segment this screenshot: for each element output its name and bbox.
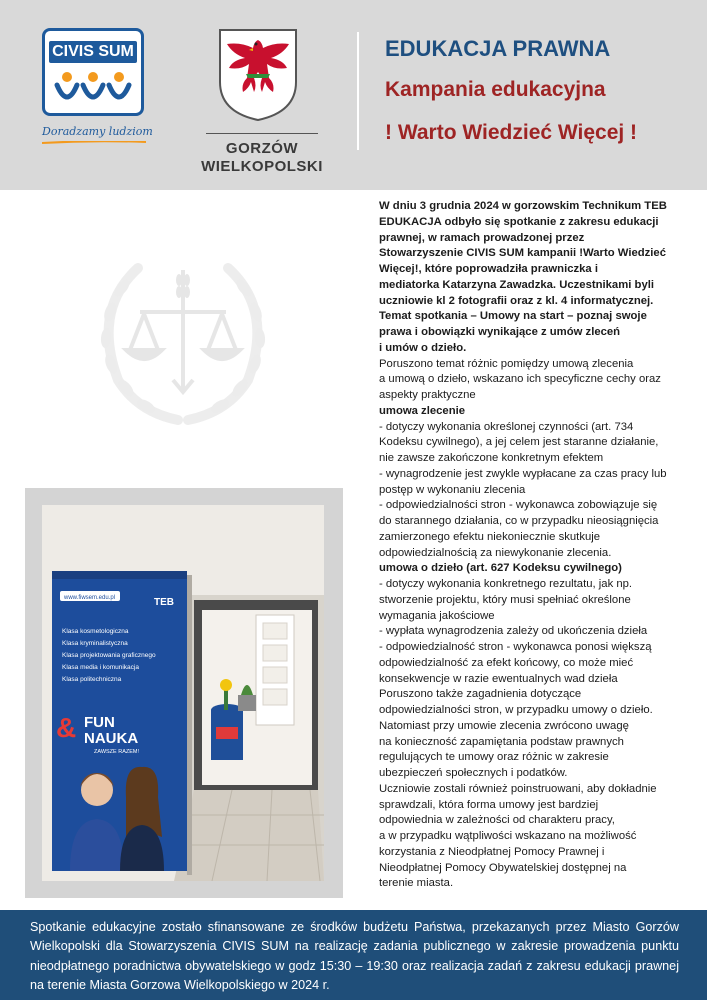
zlecenie-list [379,420,691,562]
article-line: Więcej!, które poprowadziła prawniczka i [379,263,598,275]
article-line: Stowarzyszenie CIVIS SUM kampanii !Warto Wiedzieć [379,247,666,260]
article-line: wymagania jakościowe [379,609,495,622]
article-line: Kodeksu cywilnego), a jej celem jest staranne działanie, [379,436,659,449]
event-photo-illustration [42,505,324,881]
header-divider [357,32,359,150]
article-line: korzystania z Nieodpłatnej Pomocy Prawnej i [379,845,605,858]
event-photo [42,505,324,881]
article-line: i umów o dzieło. [379,341,467,354]
article-line: nie zawsze zakończone konkretnym efektem [379,452,604,464]
article-line: - wypłata wynagrodzenia zależy od ukończenia dzieła [379,625,648,638]
article-line: - odpowiedzialność stron - wykonawca ponosi większą [379,641,652,653]
article-line: terenie miasta. [379,877,454,890]
svg-text:&: & [56,712,77,743]
heading-kampania: Kampania edukacyjna [385,78,606,101]
article-line: uczniowie kl 2 fotografii oraz z kl. 4 informatycznej. [379,294,654,307]
article-line: Natomiast przy umowie zlecenia zwrócono uwagę [379,719,629,732]
article-line: EDUKACJA odbyło się spotkanie z zakresu edukacji [379,215,659,228]
article-line: - dotyczy wykonania określonej czynności (art. 734 [379,420,634,433]
heading-edukacja-prawna: EDUKACJA PRAWNA [385,36,611,61]
city-name-line-1: GORZÓW [225,140,299,157]
article-line: odpowiedzialności stron, w przypadku umowy o dzieło. [379,704,653,716]
article-text [379,199,691,892]
banner-item: Klasa kryminalistyczna [62,640,128,647]
article-line: Uczniowie zostali również poinstruowani, aby dokładnie [379,782,657,795]
article-line: regulujących te umowy oraz różnic w zakresie [379,751,609,764]
article-line: postęp w wykonaniu zlecenia [379,483,526,496]
article-body-1 [379,357,691,404]
article-line: sprawdzali, która forma umowy jest bardziej [379,798,599,811]
article-line: do starannego działania, co w przypadku nieosiągnięcia [379,515,659,527]
heading-warto-wiedziec: ! Warto Wiedzieć Więcej ! [385,121,638,144]
article-line: odpowiedzialność za efekt końcowy, co może mieć [379,656,634,669]
article-line: W dniu 3 grudnia 2024 w gorzowskim Technikum TEB [379,200,667,212]
article-line: na konieczność zapamiętania podstaw prawnych [379,735,624,748]
article-line: aspekty praktyczne [379,389,476,401]
dzielo-list [379,577,691,892]
city-name-rule [206,133,318,134]
banner-url: www.fiwsem.edu.pl [64,595,116,601]
article-line: Poruszono temat różnic pomiędzy umową zlecenia [379,357,634,370]
civis-sum-logo [42,28,144,116]
article-line: mediatorka Katarzyna Zawadzka. Uczestnikami byli [379,278,654,291]
civis-sum-logo-text: CIVIS SUM [49,41,137,63]
banner-brand: TEB [154,597,174,608]
banner-item: Klasa media i komunikacja [62,664,139,671]
tagline-underline [42,141,146,144]
justice-scales-watermark-icon [78,240,288,430]
article-line: prawa i obowiązki wynikające z umów zleceń [379,326,621,338]
article-line: Poruszono także zagadnienia dotyczące [379,688,582,701]
city-name-line-2: WIELKOPOLSKI [201,158,323,175]
header-banner [0,0,707,190]
article-line: a w przypadku wątpliwości wskazano na możliwość [379,830,637,842]
city-crest-eagle-icon [216,26,300,122]
banner-item: Klasa kosmetologiczna [62,628,129,635]
people-icon [45,69,141,113]
article-line: zamierzonego efektu niekoniecznie skutkuje [379,530,601,543]
heading-umowa-zlecenie: umowa zlecenie [379,404,466,417]
article-intro [379,199,691,357]
funding-footer: Spotkanie edukacyjne zostało sfinansowane ze środków budżetu Państwa, przekazanych przez Miasto Gorzów Wielkopolski dla Stowarzyszenia CIVIS SUM na realizację zadania publicznego w zakresie prowadzenia punktu nieodpłatnego poradnictwa obywatelskiego w godz 15:30 – 19:30 oraz realizacja zadań z zakresu edukacji prawnej na terenie Miasta Gorzowa Wielkopolskiego w 2024 r. [0,910,707,1000]
article-line: - odpowiedzialności stron - wykonawca zobowiązuje się [379,499,658,512]
article-line: ubezpieczeń społecznych i podatków. [379,767,568,779]
article-line: Nieodpłatnej Pomocy Obywatelskiej dostępnej na [379,861,627,874]
banner-slogan-fun: FUN [84,714,115,731]
article-line: konsekwencje w razie ewentualnych wad dzieła [379,672,618,685]
article-line: stworzenie projektu, który musi spełniać określone [379,593,631,606]
city-name [190,140,334,176]
article-line: - wynagrodzenie jest zwykle wypłacane za czas pracy lub [379,467,667,480]
article-line: a umową o dzieło, wskazano ich specyficzne cechy oraz [379,373,661,386]
banner-item: Klasa politechniczna [62,676,122,683]
heading-umowa-o-dzielo: umowa o dzieło (art. 627 Kodeksu cywilnego) [379,562,622,575]
banner-slogan-sub: ZAWSZE RAZEM! [94,749,140,755]
article-line: - dotyczy wykonania konkretnego rezultatu, jak np. [379,578,633,590]
civis-sum-tagline: Doradzamy ludziom [42,125,153,138]
article-line: odpowiednia w zależności od charakteru pracy, [379,814,615,827]
article-line: prawnej, w ramach prowadzonej przez [379,231,585,244]
article-line: odpowiedzialnością za niewykonanie zlecenia. [379,546,612,559]
article-line: Temat spotkania – Umowy na start – poznaj swoje [379,310,647,323]
banner-item: Klasa projektowania graficznego [62,652,156,659]
banner-slogan-nauka: NAUKA [84,730,139,747]
